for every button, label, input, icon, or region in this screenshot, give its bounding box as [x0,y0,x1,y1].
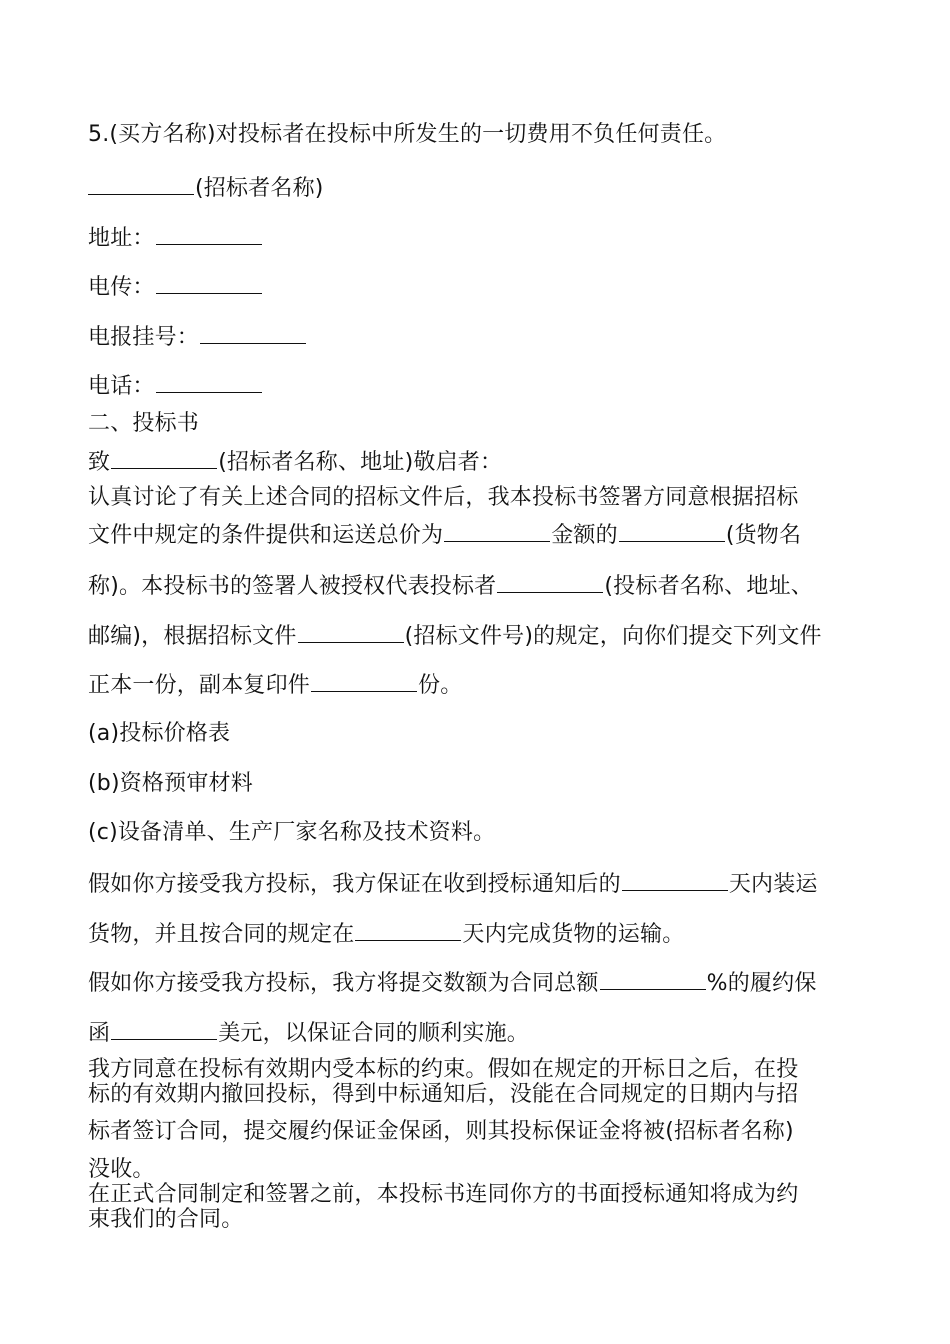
list-item-c-text: (c)设备清单、生产厂家名称及技术资料。 [88,820,496,845]
shipment-line-1 [88,870,868,898]
binding-line-1 [88,1057,868,1083]
phone-line [88,372,868,400]
section-heading-text: 二、投标书 [88,411,200,436]
cable-label: 电报挂号： [88,325,200,350]
shipment-days-blank [622,870,728,891]
bidder-blank [497,572,603,593]
body-text-2b: 金额的 [551,523,618,548]
guarantee-line-1 [88,969,868,997]
bidder-name-line [88,174,868,202]
binding-text-4: 没收。 [88,1157,155,1182]
shipment-line-2 [88,920,868,948]
telex-blank [156,273,262,294]
guarantee-text-1b: %的履约保 [706,971,817,996]
address-line [88,224,868,252]
binding-text-2: 标的有效期内撤回投标，得到中标通知后，没能在合同规定的日期内与招 [88,1082,799,1107]
contract-text-1: 在正式合同制定和签署之前，本投标书连同你方的书面授标通知将成为约 [88,1182,799,1207]
shipment-text-1a: 假如你方接受我方投标，我方保证在收到授标通知后的 [88,872,621,897]
binding-text-1: 我方同意在投标有效期内受本标的约束。假如在规定的开标日之后，在投 [88,1057,799,1082]
body-line-1 [88,485,868,511]
goods-blank [619,521,725,542]
list-item-b [88,771,868,797]
body-text-2a: 文件中规定的条件提供和运送总价为 [88,523,444,548]
contract-text-2: 束我们的合同。 [88,1207,244,1232]
telex-line [88,273,868,301]
body-text-1: 认真讨论了有关上述合同的招标文件后，我本投标书签署方同意根据招标 [88,485,799,510]
shipment-text-1b: 天内装运 [728,872,818,897]
telex-label: 电传： [88,275,155,300]
body-line-2 [88,521,868,549]
salutation-line [88,448,868,476]
body-text-5a: 正本一份，副本复印件 [88,673,311,698]
cable-line [88,323,868,351]
contract-line-1 [88,1182,868,1208]
body-line-5 [88,671,868,699]
guarantee-text-2a: 函 [88,1021,111,1046]
contract-line-2 [88,1207,868,1233]
guarantee-text-1a: 假如你方接受我方投标，我方将提交数额为合同总额 [88,971,599,996]
shipment-text-2a: 货物，并且按合同的规定在 [88,922,355,947]
copies-blank [311,671,417,692]
body-text-4a: 邮编)，根据招标文件 [88,624,297,649]
body-text-2c: (货物名 [725,523,802,548]
address-label: 地址： [88,226,155,251]
phone-blank [156,372,262,393]
salutation-to: 致 [88,450,111,475]
clause-5-text: 5.(买方名称)对投标者在投标中所发生的一切费用不负任何责任。 [88,122,727,147]
body-text-5b: 份。 [418,673,463,698]
percent-blank [600,969,706,990]
salutation-blank [111,448,217,469]
guarantee-text-2b: 美元，以保证合同的顺利实施。 [218,1021,530,1046]
binding-line-4 [88,1157,868,1183]
body-text-3a: 称)。本投标书的签署人被授权代表投标者 [88,574,497,599]
salutation-text: (招标者名称、地址)敬启者： [218,450,503,475]
body-line-3 [88,572,868,600]
tender-number-blank [298,622,404,643]
bidder-name-blank [88,174,194,195]
address-blank [156,224,262,245]
body-line-4 [88,622,868,650]
binding-line-3 [88,1119,868,1145]
section-heading [88,411,868,437]
list-item-b-text: (b)资格预审材料 [88,771,253,796]
shipment-text-2b: 天内完成货物的运输。 [462,922,685,947]
list-item-a [88,721,868,747]
body-text-4b: (招标文件号)的规定，向你们提交下列文件 [404,624,822,649]
phone-label: 电话： [88,374,155,399]
total-price-blank [444,521,550,542]
guarantee-line-2 [88,1019,868,1047]
usd-amount-blank [111,1019,217,1040]
list-item-a-text: (a)投标价格表 [88,721,231,746]
transport-days-blank [355,920,461,941]
list-item-c [88,820,868,846]
clause-5-line [88,122,868,148]
binding-line-2 [88,1082,868,1108]
bidder-name-label: (招标者名称) [195,176,324,201]
cable-blank [200,323,306,344]
body-text-3b: (投标者名称、地址、 [604,574,813,599]
binding-text-3: 标者签订合同，提交履约保证金保函，则其投标保证金将被(招标者名称) [88,1119,794,1144]
